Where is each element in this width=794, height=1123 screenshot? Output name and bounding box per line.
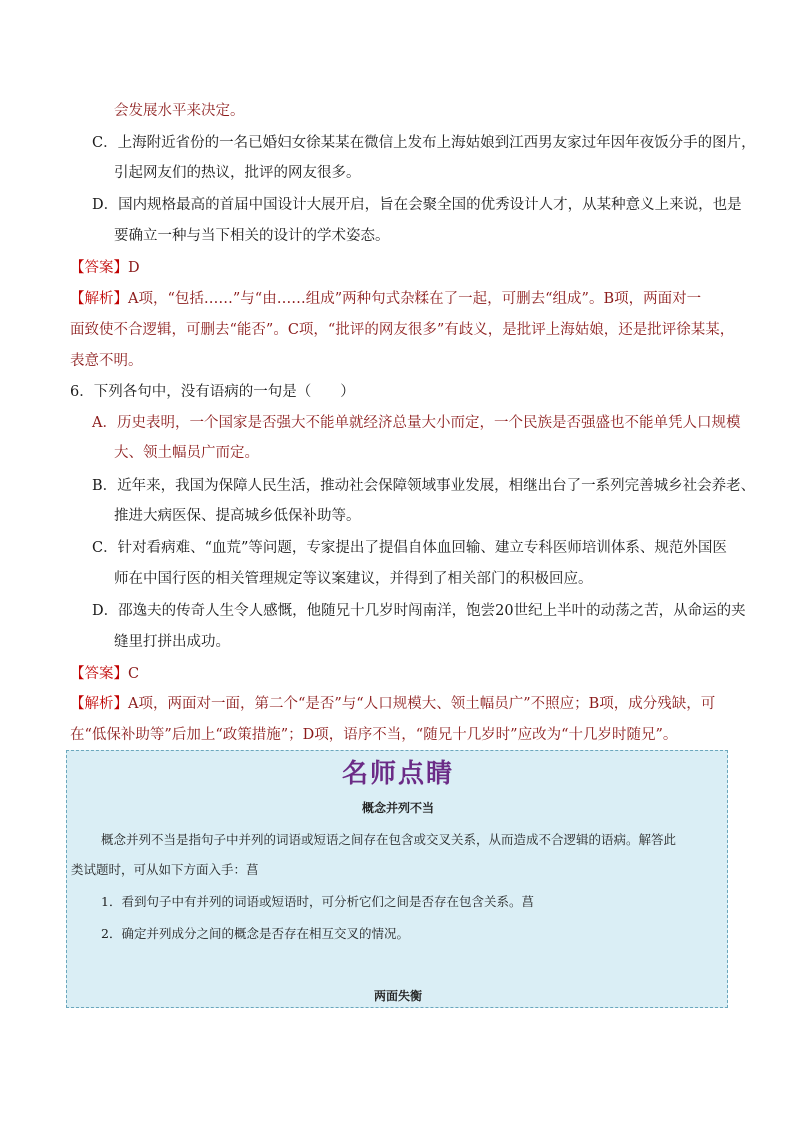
- q6-option-a-line2: 大、领土幅员广而定。: [114, 445, 259, 461]
- q5-analysis-line1: [70, 289, 701, 309]
- q5-option-b-line2: 会发展水平来决定。: [114, 103, 245, 119]
- q5-option-c-line2: 引起网友们的热议，批评的网友很多。: [114, 165, 361, 181]
- analysis-tag: 【解析】: [70, 291, 128, 307]
- q5-option-d-line2: 要确立一种与当下相关的设计的学术姿态。: [114, 228, 390, 244]
- answer-value: D: [128, 260, 140, 276]
- q6-option-b-line1: B．近年来，我国为保障人民生活，推动社会保障领域事业发展，相继出台了一系列完善城乡社会养老、: [92, 478, 756, 494]
- tip-box-item-1: 1．看到句子中有并列的词语或短语时，可分析它们之间是否存在包含关系。菖: [101, 894, 534, 909]
- q6-option-d-line1: D．邵逸夫的传奇人生令人感慨，他随兄十几岁时闯南洋，饱尝20世纪上半叶的动荡之苦，从命运的夹: [92, 603, 746, 619]
- tip-box-title: 名师点睛: [341, 759, 454, 789]
- q5-option-d-line1: D．国内规格最高的首届中国设计大展开启，旨在会聚全国的优秀设计人才，从某种意义上来说，也是: [92, 197, 742, 213]
- q5-analysis-line3: 表意不明。: [70, 353, 143, 369]
- q6-option-d-line2: 缝里打拼出成功。: [114, 634, 230, 650]
- q6-option-b-line2: 推进大病医保、提高城乡低保补助等。: [114, 508, 361, 524]
- q6-analysis-line2: 在“低保补助等”后加上“政策措施”；D项，语序不当，“随兄十几岁时”应改为“十几岁时随兄”。: [70, 727, 678, 743]
- tip-box: [66, 750, 728, 1008]
- tip-box-subtitle: 概念并列不当: [361, 801, 434, 815]
- tip-box-item-2: 2．确定并列成分之间的概念是否存在相互交叉的情况。: [101, 926, 409, 941]
- q6-option-c-line1: C．针对看病难、“血荒”等问题，专家提出了提倡自体血回输、建立专科医师培训体系、规范外国医: [92, 540, 727, 556]
- answer-value: C: [128, 666, 140, 682]
- q6-option-a-line1: A．历史表明，一个国家是否强大不能单就经济总量大小而定，一个民族是否强盛也不能单凭人口规模: [92, 415, 741, 431]
- analysis-tag: 【解析】: [70, 696, 128, 712]
- tip-box-paragraph-line2: 类试题时，可从如下方面入手：菖: [71, 862, 259, 877]
- answer-tag: 【答案】: [70, 260, 128, 276]
- answer-tag: 【答案】: [70, 666, 128, 682]
- q6-option-c-line2: 师在中国行医的相关管理规定等议案建议，并得到了相关部门的积极回应。: [114, 571, 593, 587]
- q5-option-c-line1: C．上海附近省份的一名已婚妇女徐某某在微信上发布上海姑娘到江西男友家过年因年夜饭分手的图片，: [92, 135, 756, 151]
- q5-answer: [70, 258, 140, 278]
- tip-box-footer: 两面失衡: [373, 989, 422, 1003]
- tip-box-paragraph-line1: 概念并列不当是指句子中并列的词语或短语之间存在包含或交叉关系，从而造成不合逻辑的语病。解答此: [101, 832, 677, 847]
- q6-analysis-line1: [70, 694, 715, 714]
- q6-stem: 6．下列各句中，没有语病的一句是（ ）: [70, 384, 355, 400]
- q6-answer: [70, 664, 139, 684]
- q5-analysis-line2: 面致使不合逻辑，可删去“能否”。C项，“批评的网友很多”有歧义，是批评上海姑娘，还是批评徐某某，: [70, 322, 735, 338]
- analysis-text: A项，两面对一面，第二个“是否”与“人口规模大、领土幅员广”不照应；B项，成分残缺，可: [128, 696, 716, 712]
- analysis-text: A项，“包括……”与“由……组成”两种句式杂糅在了一起，可删去“组成”。B项，两面对一: [128, 291, 702, 307]
